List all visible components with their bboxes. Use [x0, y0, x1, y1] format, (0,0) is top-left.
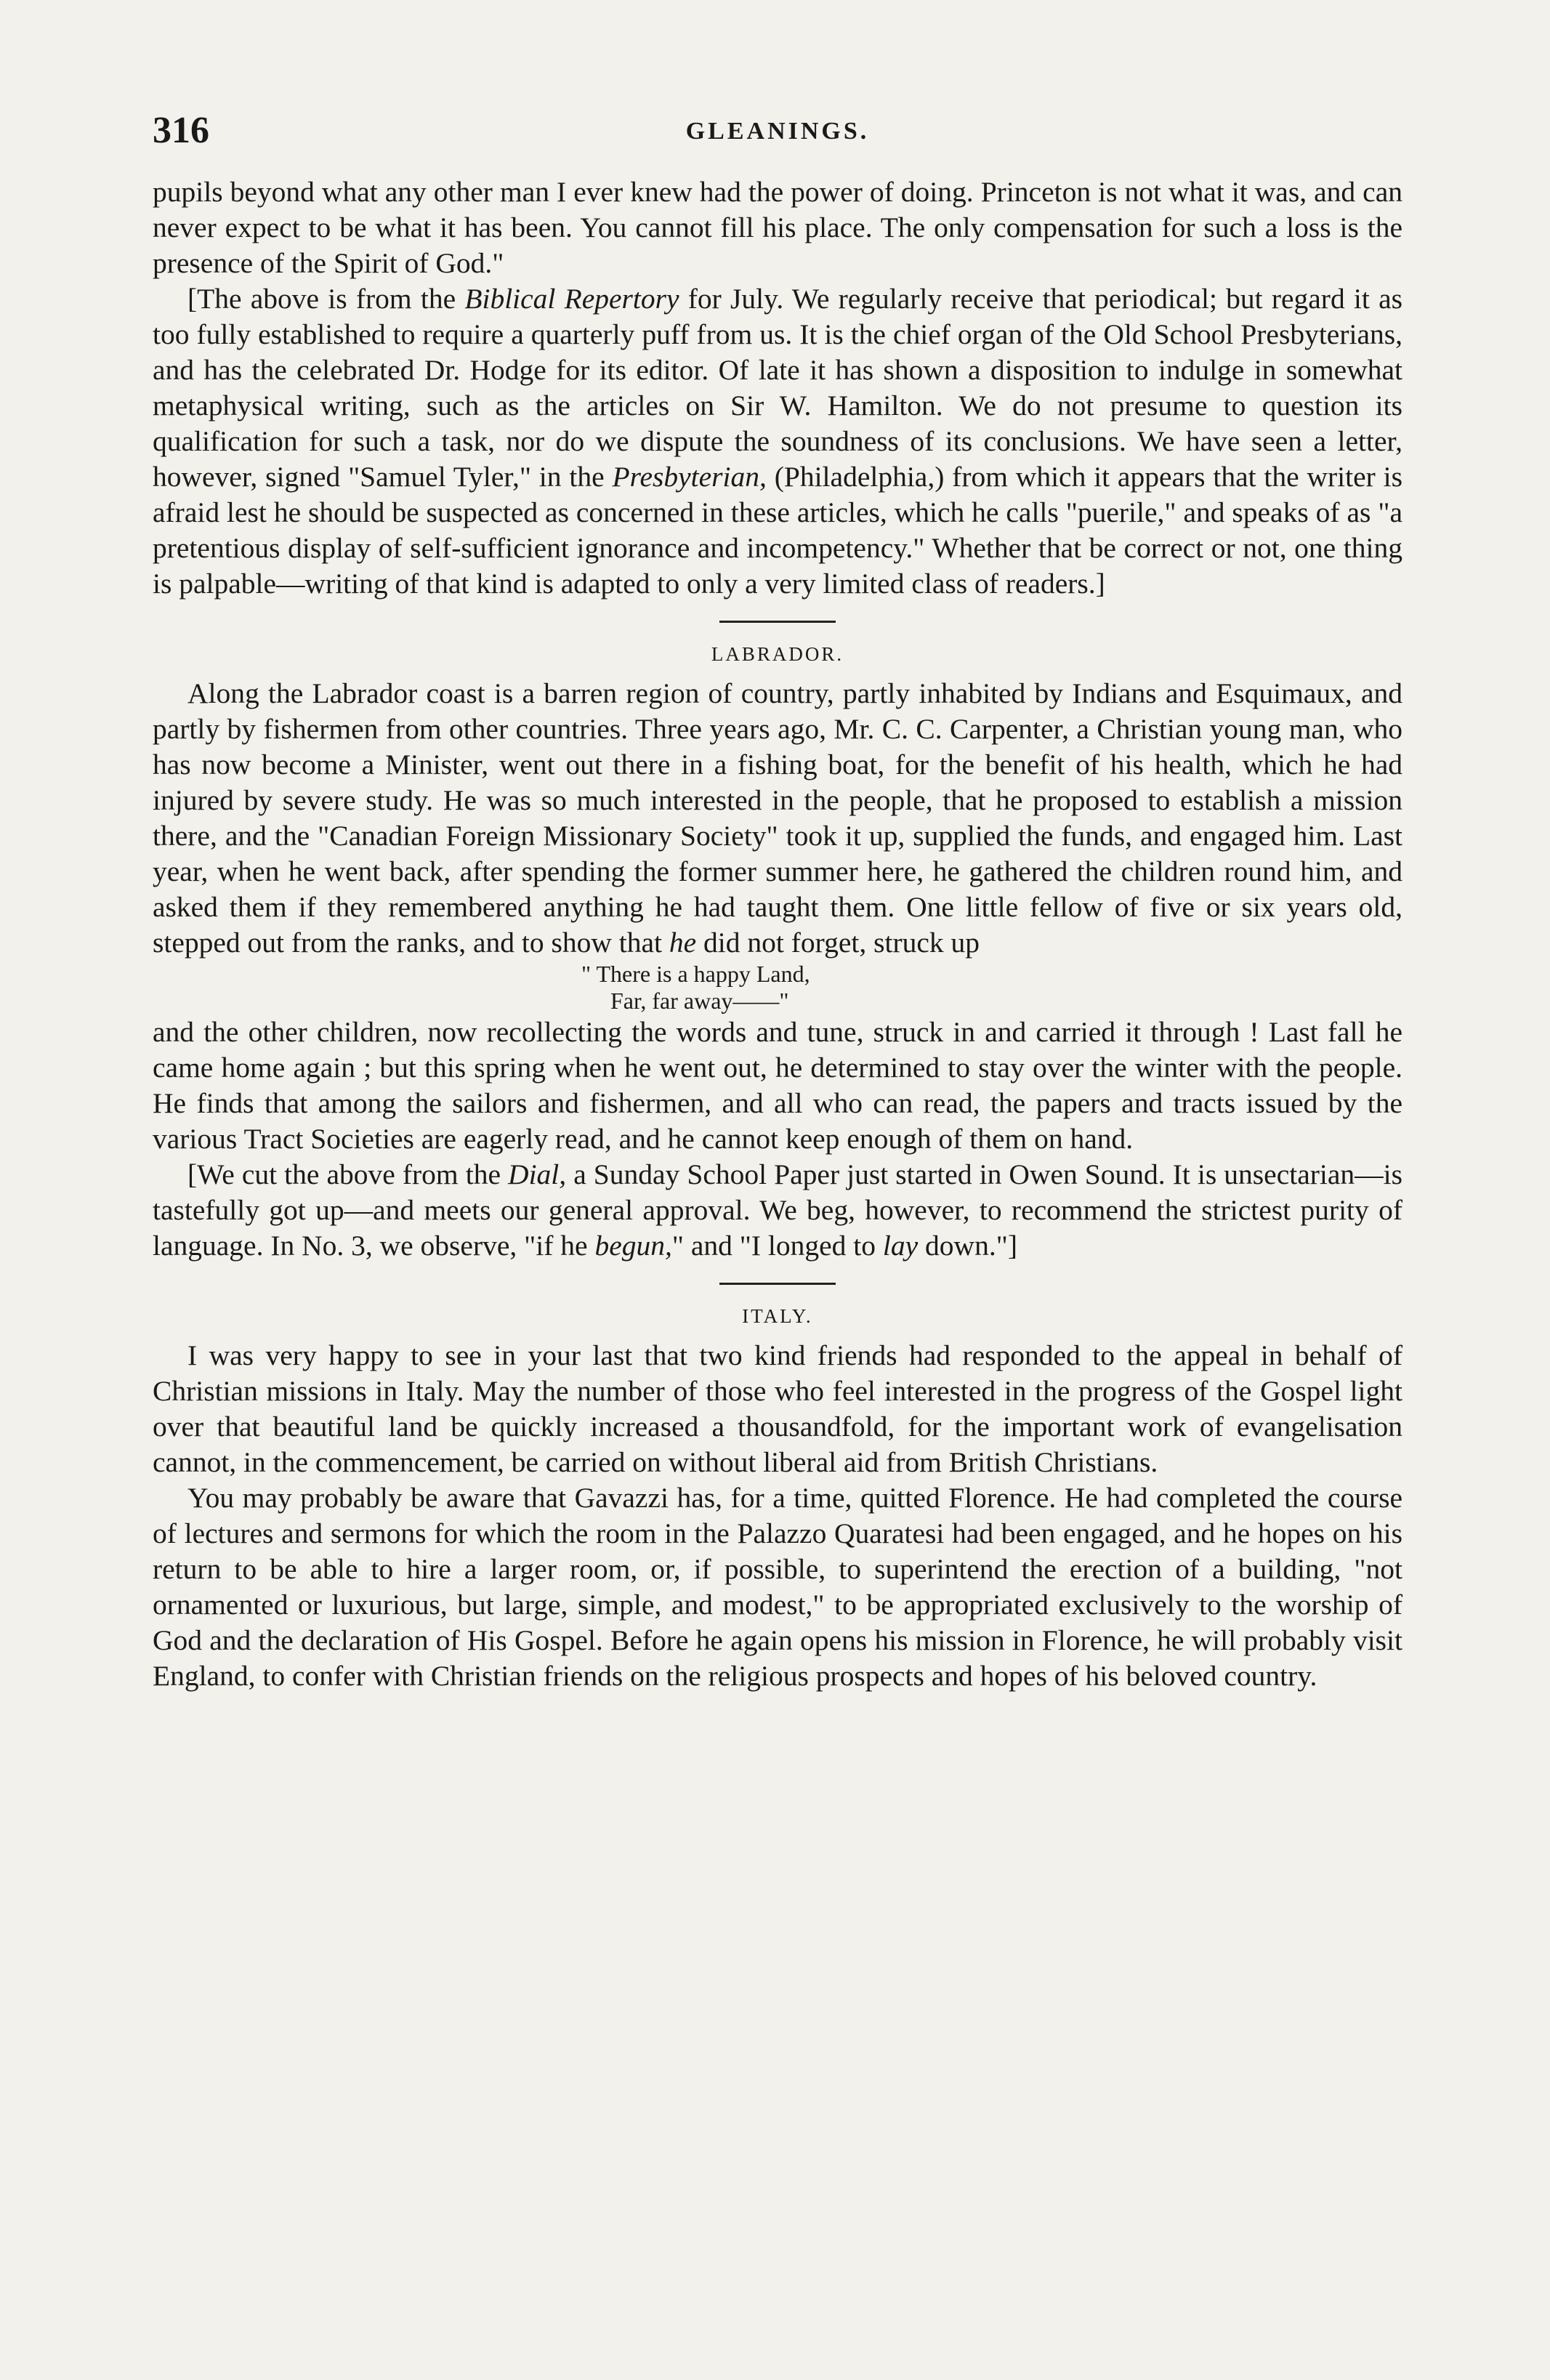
italic-word: he [669, 927, 697, 959]
text-run: down."] [918, 1230, 1017, 1262]
hymn-quote [153, 961, 1402, 1014]
text-run: " and "I longed to [671, 1230, 883, 1262]
paragraph-editor-note-dial [153, 1157, 1402, 1264]
paragraph-italy-gavazzi: You may probably be aware that Gavazzi has, for a time, quitted Florence. He had completed the course of lectures and sermons for which the room in the Palazzo Quaratesi had been engaged, and he hopes on his return to be able to hire a larger room, or, if possible, to superintend the erection of a building, "not ornamented or luxurious, but large, simple, and modest," to be appropriated exclusively to the worship of God and the declaration of His Gospel. Before he again opens his mission in Florence, he will probably visit England, to confer with Christian friends on the religious prospects and hopes of his beloved country. [153, 1482, 1402, 1692]
verse-line: Far, far away——" [610, 988, 789, 1014]
paragraph-labrador-continued: and the other children, now recollecting the words and tune, struck in and carried it through ! Last fall he came home again ; but this spring when he went out, he determined to stay over the winter with the people. He finds that among the sailors and fishermen, and all who can read, the papers and tracts issued by the various Tract Societies are eagerly read, and he cannot keep enough of them on hand. [153, 1016, 1402, 1155]
italic-word: lay [882, 1230, 919, 1262]
paragraph-italy-appeal: I was very happy to see in your last that two kind friends had responded to the appeal in behalf of Christian missions in Italy. May the number of those who feel interested in the progress of the Gospel light over that beautiful land be quickly increased a thousandfold, for the important work of evangelisation cannot, in the commencement, be carried on without liberal aid from British Christians. [153, 1339, 1402, 1478]
running-head: GLEANINGS. [685, 118, 870, 145]
paragraph-princeton-letter-end: pupils beyond what any other man I ever knew had the power of doing. Princeton is not what it was, and can never expect to be what it has been. You cannot fill his place. The only compensation for such a loss is the presence of the Spirit of God." [153, 176, 1402, 279]
page-number: 316 [153, 110, 209, 151]
text-run: (Philadelphia,) from which it appears that the writer is afraid lest he should be suspected as concerned in these articles, which he calls "puerile," and speaks of as "a pretentious display of self-sufficient ignorance and incompetency." Whether that be correct or not, one thing is palpable—writing of that kind is adapted to only a very limited class of readers.] [153, 461, 1402, 600]
section-heading-italy: ITALY. [742, 1305, 813, 1327]
text-run: [The above is from the [187, 283, 465, 315]
italic-title: Dial, [508, 1158, 567, 1190]
book-page [153, 109, 1402, 1694]
italic-word: begun, [594, 1230, 672, 1262]
section-heading-labrador: LABRADOR. [711, 643, 844, 665]
text-run: for July. We regularly receive that periodical; but regard it as too fully established to require a quarterly puff from us. It is the chief organ of the Old School Presbyterians, and has the celebrated Dr. Hodge for its editor. Of late it has shown a disposition to indulge in somewhat metaphysical writing, such as the articles on Sir W. Hamilton. We do not presume to question its qualification for such a task, nor do we dispute the soundness of its conclusions. We have seen a letter, however, signed "Samuel Tyler," in the [153, 283, 1402, 493]
paragraph-labrador-mission [153, 676, 1402, 961]
section-divider [719, 621, 836, 623]
text-run: did not forget, struck up [696, 927, 980, 959]
section-divider [719, 1283, 836, 1285]
verse-line: " There is a happy Land, [581, 961, 810, 987]
text-run: a Sunday School Paper just started in Owen Sound. It is unsectarian—is tastefully got up—and meets our general approval. We beg, however, to recommend the strictest purity of language. In No. 3, we observe, "if he [153, 1158, 1403, 1262]
text-run: Along the Labrador coast is a barren region of country, partly inhabited by Indians and Esquimaux, and partly by fishermen from other countries. Three years ago, Mr. C. C. Carpenter, a Christian young man, who has now become a Minister, went out there in a fishing boat, for the benefit of his health, which he had injured by severe study. He was so much interested in the people, that he proposed to establish a mission there, and the "Canadian Foreign Missionary Society" took it up, supplied the funds, and engaged him. Last year, when he went back, after spending the former summer here, he gathered the children round him, and asked them if they remembered anything he had taught them. One little fellow of five or six years old, stepped out from the ranks, and to show that [153, 677, 1402, 959]
page-header [153, 109, 1402, 174]
italic-title: Presbyterian, [612, 461, 767, 493]
text-run: [We cut the above from the [187, 1158, 509, 1190]
paragraph-editor-note-repertory [153, 281, 1402, 602]
italic-title: Biblical Repertory [464, 283, 679, 315]
